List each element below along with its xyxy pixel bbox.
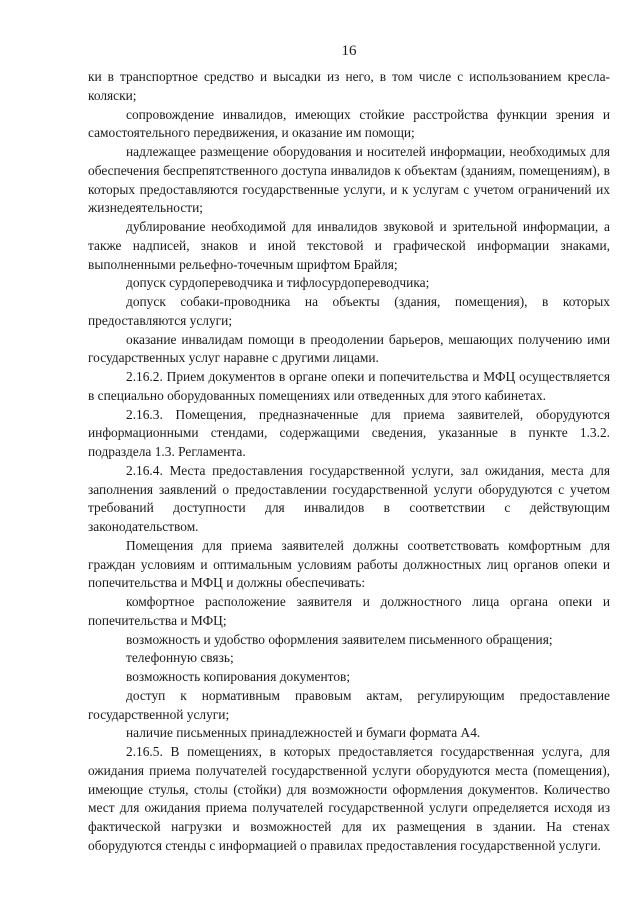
list-item-copying: возможность копирования документов; <box>126 669 351 684</box>
list-item-barrier-assistance: оказание инвалидам помощи в преодолении барьеров, мешающих получению ими государственных услуг наравне с другими лицами. <box>88 331 610 366</box>
document-body <box>88 68 610 856</box>
list-item-legal-acts-access: доступ к нормативным правовым актам, регулирующим предоставление государственной услуги; <box>88 687 610 722</box>
paragraph-continuation: ки в транспортное средство и высадки из него, в том числе с использованием кресла-коляски; <box>88 69 610 103</box>
list-item-sign-interpreter: допуск сурдопереводчика и тифлосурдопереводчика; <box>126 275 430 291</box>
page-number: 16 <box>341 43 357 59</box>
list-item-telephone: телефонную связь; <box>126 650 234 666</box>
list-item-stationery: наличие письменных принадлежностей и бумаги формата А4. <box>126 725 481 741</box>
list-item-escort: сопровождение инвалидов, имеющих стойкие расстройства функции зрения и самостоятельного передвижения, и оказание им помощи; <box>88 106 610 141</box>
list-item-equipment-placement: надлежащее размещение оборудования и носителей информации, необходимых для обеспечения беспрепятственного доступа инвалидов к объектам (зданиям, помещениям), в которых предоставляются государственные услуги, и к услугам с учетом ограничений их жизнедеятельности; <box>88 144 610 216</box>
paragraph-premises-requirements: Помещения для приема заявителей должны соответствовать комфортным для граждан условиям и оптимальным условиям работы должностных лиц органов опеки и попечительства и МФЦ и должны обеспечивать: <box>88 537 610 591</box>
clause-2-16-5: 2.16.5. В помещениях, в которых предоставляется государственная услуга, для ожидания приема получателей государственной услуги оборудуются места (помещения), имеющие стулья, столы (стойки) для возможности оформления документов. Количество мест для ожидания приема получателей государственной услуги определяется исходя из фактической нагрузки и возможностей для их размещения в здании. На стенах оборудуются стенды с информацией о правилах предоставления государственной услуги. <box>88 744 610 853</box>
clause-2-16-4: 2.16.4. Места предоставления государственной услуги, зал ожидания, места для заполнения заявлений о предоставлении государственной услуги оборудуются с учетом требований доступности для инвалидов в соответствии с действующим законодательством. <box>88 462 610 534</box>
list-item-braille-duplication: дублирование необходимой для инвалидов звуковой и зрительной информации, а также надписей, знаков и иной текстовой и графической информации знаками, выполненными рельефно-точечным шрифтом Брайля; <box>88 219 610 272</box>
list-item-guide-dog: допуск собаки-проводника на объекты (здания, помещения), в которых предоставляются услуги; <box>88 294 610 328</box>
list-item-comfortable-placement: комфортное расположение заявителя и должностного лица органа опеки и попечительства и МФЦ; <box>88 594 610 628</box>
clause-2-16-2: 2.16.2. Прием документов в органе опеки и попечительства и МФЦ осуществляется в специально оборудованных помещениях или отведенных для этого кабинетах. <box>88 369 610 403</box>
clause-2-16-3: 2.16.3. Помещения, предназначенные для приема заявителей, оборудуются информационными стендами, содержащими сведения, указанные в пункте 1.3.2. подраздела 1.3. Регламента. <box>88 406 610 459</box>
list-item-written-request: возможность и удобство оформления заявителем письменного обращения; <box>126 631 553 647</box>
